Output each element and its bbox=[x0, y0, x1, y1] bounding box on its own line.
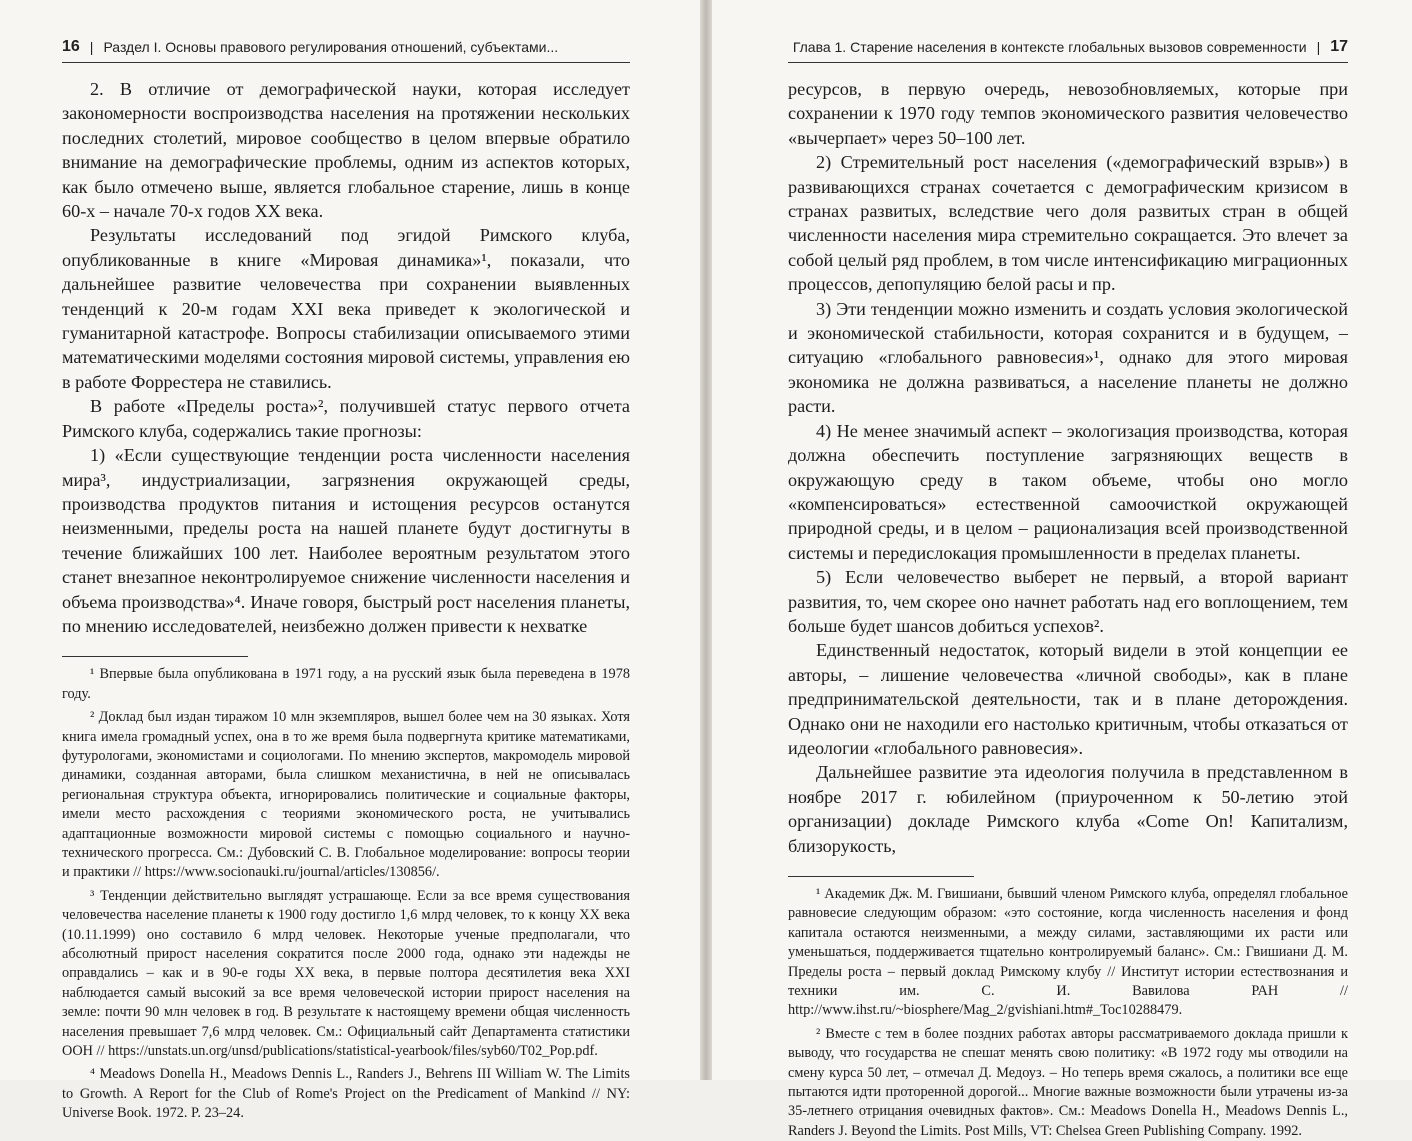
paragraph: 5) Если человечество выберет не первый, а второй вариант развития, то, чем скорее оно начнет работать над его воплощением, тем больше будет шансов добиться успехов². bbox=[788, 567, 1348, 636]
footnote: ² Доклад был издан тиражом 10 млн экземпляров, вышел более чем на 30 языках. Хотя книга имела громадный успех, она в то же время была подвергнута критике математиками, футурологами, экономистами и социологами. По мнению экспертов, макромодель мировой динамики, созданная авторами, была слишком механистична, в ней не описывалась региональная структура объекта, игнорировались политические и социальные факторы, имели место расхождения с теориями экономического роста, не учитывались адаптационные возможности мировой системы с помощью социального и научно-технического прогресса. См.: Дубовский С. В. Глобальное моделирование: вопросы теории и практики // https://www.socionauki.ru/journal/articles/130856/. bbox=[62, 709, 630, 881]
right-running-head bbox=[788, 36, 1348, 63]
left-section-title: Раздел I. Основы правового регулирования отношений, субъектами... bbox=[103, 39, 559, 55]
left-page-number: 16 bbox=[62, 38, 80, 55]
left-body bbox=[62, 77, 630, 638]
paragraph: 4) Не менее значимый аспект – экологизация производства, которая должна обеспечить поступление загрязняющих веществ в окружающую среду в таком объеме, чтобы оно могло «компенсироваться» естественной самоочисткой окружающей природной среды, и в целом – рационализация всей производственной системы и передислокация промышленности в пределах планеты. bbox=[788, 420, 1348, 563]
footnote: ³ Тенденции действительно выглядят устрашающе. Если за все время существования человечества население планеты к 1900 году достигло 1,6 млрд человек, то к концу XX века (10.11.1999) оно составило 6 млрд человек. Некоторые ученые предполагали, что абсолютный прирост населения сократится после 2000 года, однако эти надежды не оправдались – как и в 90-е годы XX века, в первые полтора десятилетия века XXI наблюдается самый высокий за все время человеческой истории прирост населения на земле: почти 90 млн человек в год. В результате к настоящему времени общая численность населения превышает 7,6 млрд человек. См.: Официальный сайт Департамента статистики ООН // https://unstats.un.org/unsd/publications/statistical-yearbook/files/syb60/T02_Pop.pdf. bbox=[62, 887, 630, 1060]
right-page-number: 17 bbox=[1330, 38, 1348, 55]
paragraph: 2) Стремительный рост населения («демографический взрыв») в развивающихся странах сочетается с демографическим кризисом в странах развитых, вследствие чего доля развитых стран в общей численности населения мира стремительно сокращается. Это влечет за собой целый ряд проблем, в том числе интенсификацию миграционных процессов, депопуляцию белой расы и пр. bbox=[788, 152, 1348, 295]
footnote: ¹ Академик Дж. М. Гвишиани, бывший членом Римского клуба, определял глобальное равновесие следующим образом: «это состояние, когда численность населения и фонд капитала остаются неизменными, а между силами, заставляющими их расти или уменьшаться, поддерживается тщательно контролируемый баланс». См.: Гвишиани Д. М. Пределы роста – первый доклад Римскому клубу // Институт истории естествознания и техники им. С. И. Вавилова РАН // http://www.ihst.ru/~biosphere/Mag_2/gvishiani.htm#_Toc10288479. bbox=[788, 886, 1348, 1019]
paragraph: 2. В отличие от демографической науки, которая исследует закономерности воспроизводства населения на протяжении нескольких последних столетий, мировое сообщество в целом впервые обратило внимание на демографические проблемы, одним из аспектов которых, как было отмечено выше, является глобальное старение, лишь в конце 60-х – начале 70-х годов XX века. bbox=[62, 79, 630, 222]
left-page bbox=[0, 0, 700, 1122]
paragraph: Единственный недостаток, который видели в этой концепции ее авторы, – лишение человечества «личной свободы», как в плане предпринимательской деятельности, так и в плане деторождения. Однако они не находили его настолько критичным, чтобы отказаться от идеологии «глобального равновесия». bbox=[788, 640, 1348, 758]
header-separator: | bbox=[89, 39, 94, 55]
paragraph: В работе «Пределы роста»², получившей статус первого отчета Римского клуба, содержались такие прогнозы: bbox=[62, 396, 630, 441]
left-footnotes bbox=[62, 665, 630, 1123]
right-page bbox=[712, 0, 1412, 1139]
footnote: ⁴ Meadows Donella H., Meadows Dennis L., Randers J., Behrens III William W. The Limits to Growth. A Report for the Club of Rome's Project on the Predicament of Mankind // NY: Universe Book. 1972. P. 23–24. bbox=[62, 1066, 630, 1122]
footnote: ² Вместе с тем в более поздних работах авторы рассматриваемого доклада пришли к выводу, что государства не спешат менять свою политику: «В 1972 году мы отводили на смену курса 50 лет, – отмечал Д. Медоуз. – Но теперь время сжалось, а политики все еще пытаются идти проторенной дорогой... Многие важные возможности были утрачены из-за 35-летнего отрицания очевидных фактов». См.: Meadows Donella H., Meadows Dennis L., Randers J. Beyond the Limits. Post Mills, VT: Chelsea Green Publishing Company. 1992. bbox=[788, 1025, 1348, 1139]
footnote: ¹ Впервые была опубликована в 1971 году, а на русский язык была переведена в 1978 году. bbox=[62, 666, 630, 702]
footnote-divider bbox=[62, 656, 248, 657]
paragraph: Дальнейшее развитие эта идеология получила в представленном в ноябре 2017 г. юбилейном (приуроченном к 50-летию этой организации) докладе Римского клуба «Come On! Капитализм, близорукость, bbox=[788, 762, 1348, 856]
book-gutter bbox=[700, 0, 712, 1080]
right-body bbox=[788, 77, 1348, 858]
paragraph: 3) Эти тенденции можно изменить и создать условия экологической и экономической стабильности, которая сохранится и в будущем, – ситуацию «глобального равновесия»¹, однако для этого мировая экономика не должна развиваться, а население планеты не должно расти. bbox=[788, 298, 1348, 417]
footnote-divider bbox=[788, 876, 974, 877]
header-separator: | bbox=[1316, 39, 1321, 55]
right-footnotes bbox=[788, 885, 1348, 1141]
paragraph: Результаты исследований под эгидой Римского клуба, опубликованные в книге «Мировая динамика»¹, показали, что дальнейшее развитие человечества при сохранении выявленных тенденций к 20-м годам XXI века приведет к экологической и гуманитарной катастрофе. Вопросы стабилизации описываемого этими математическими моделями состояния мировой системы, управления ею в работе Форрестера не ставились. bbox=[62, 225, 630, 392]
paragraph-continuation: ресурсов, в первую очередь, невозобновляемых, которые при сохранении к 1970 году темпов экономического развития человечество «вычерпает» через 50–100 лет. bbox=[788, 79, 1348, 148]
left-running-head bbox=[62, 36, 630, 63]
right-chapter-title: Глава 1. Старение населения в контексте глобальных вызовов современности bbox=[792, 39, 1307, 55]
paragraph: 1) «Если существующие тенденции роста численности населения мира³, индустриализации, загрязнения окружающей среды, производства продуктов питания и истощения ресурсов останутся неизменными, пределы роста на нашей планете будут достигнуты в течение ближайших 100 лет. Наиболее вероятным результатом этого станет внезапное неконтролируемое снижение численности населения и объема производства»⁴. Иначе говоря, быстрый рост населения планеты, по мнению исследователей, неизбежно должен привести к нехватке bbox=[62, 445, 630, 636]
